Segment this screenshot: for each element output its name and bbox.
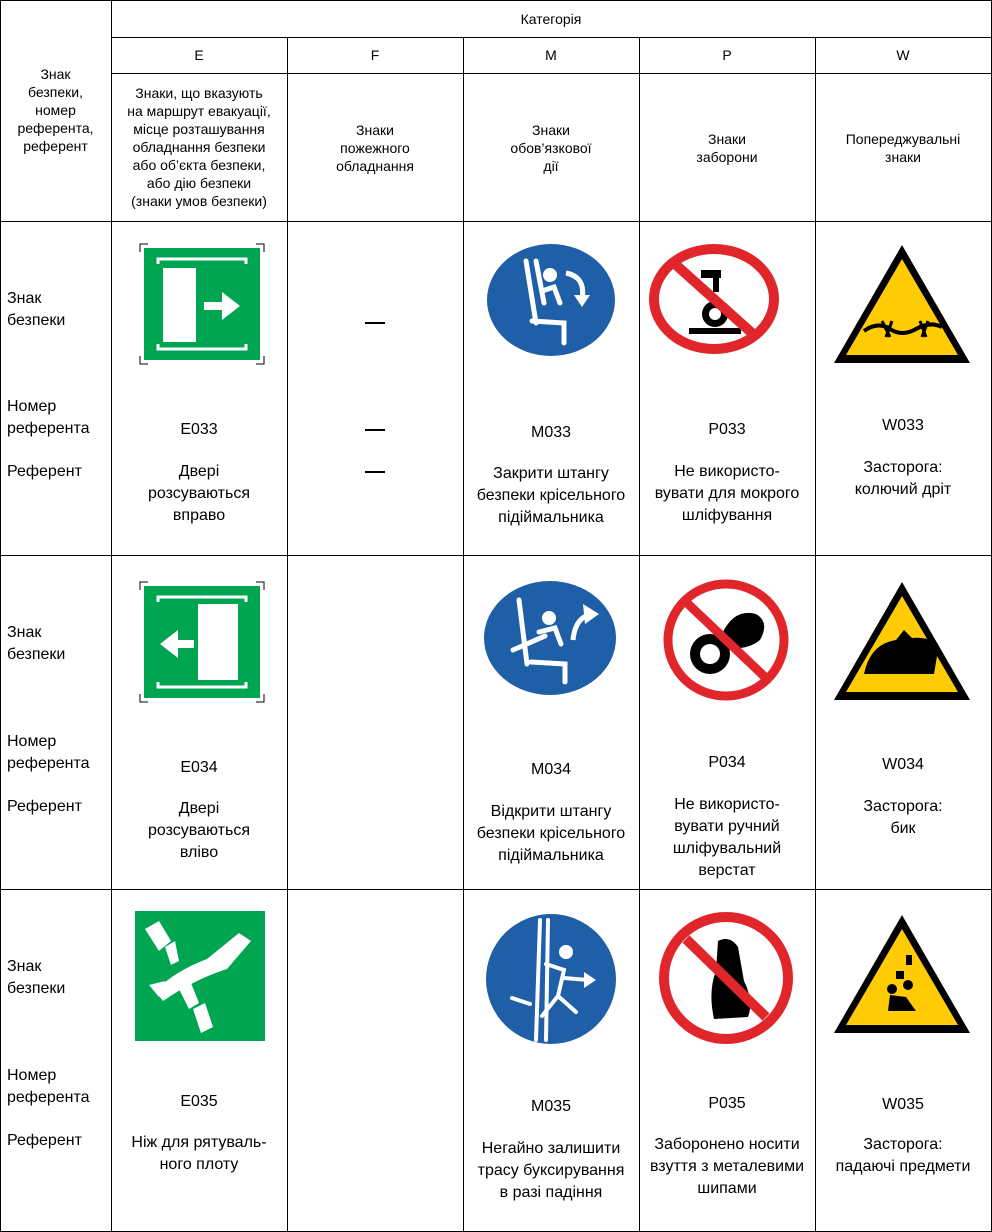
code-w035: W035 (882, 1096, 924, 1113)
code-e035: E035 (180, 1093, 218, 1110)
referent-w035: Засторога: падаючі предмети (835, 1136, 971, 1175)
exit-door-slide-right-icon (138, 242, 266, 366)
chairlift-open-bar-icon (483, 580, 617, 696)
label-sign: Знак безпеки (7, 958, 66, 997)
desc-e: Знаки, що вказують на маршрут евакуації, місце розташування обладнання безпеки або об’єкта безпеки, або дію безпеки (знаки умов безпеки) (127, 85, 271, 209)
f-dash-referent (365, 471, 385, 473)
barbed-wire-warning-icon (830, 241, 974, 367)
bull-warning-icon (830, 578, 974, 704)
referent-e034: Двері розсуваються вліво (148, 800, 250, 861)
no-spiked-shoes-icon (658, 911, 794, 1045)
code-w033: W033 (882, 417, 924, 434)
col-header-p: P (722, 47, 732, 63)
code-w034: W034 (882, 756, 924, 773)
exit-door-slide-left-icon (138, 580, 266, 704)
referent-m034: Відкрити штангу безпеки крісельного підіймальника (476, 803, 626, 864)
f-dash-number (365, 429, 385, 431)
code-m034: M034 (530, 761, 572, 778)
referent-w033: Засторога: колючий дріт (854, 459, 952, 498)
code-e033: E033 (180, 421, 218, 438)
label-number: Номер референта (7, 1067, 90, 1106)
chairlift-close-bar-icon (486, 243, 616, 357)
code-p034: P034 (708, 754, 746, 771)
label-referent: Референт (7, 463, 82, 480)
liferaft-knife-icon (135, 911, 265, 1041)
referent-p034: Не використо- вувати ручний шліфувальний верстат (672, 796, 782, 879)
code-m033: M033 (530, 424, 572, 441)
desc-p: Знаки заборони (696, 131, 758, 165)
referent-p033: Не використо- вувати для мокрого шліфування (654, 463, 800, 524)
referent-e033: Двері розсуваються вправо (148, 463, 250, 524)
no-handheld-grinder-icon (662, 578, 790, 702)
desc-f: Знаки пожежного обладнання (336, 122, 414, 174)
referent-m033: Закрити штангу безпеки крісельного підіймальника (476, 465, 626, 526)
label-number: Номер референта (7, 398, 90, 437)
label-referent: Референт (7, 798, 82, 815)
col-header-f: F (370, 47, 380, 63)
code-m035: M035 (530, 1098, 572, 1115)
col-header-m: M (545, 47, 557, 63)
label-number: Номер референта (7, 733, 90, 772)
referent-p035: Заборонено носити взуття з металевими шипами (649, 1136, 805, 1197)
code-p033: P033 (708, 421, 746, 438)
falling-objects-warning-icon (830, 911, 974, 1037)
no-wet-grinding-icon (649, 244, 779, 354)
code-p035: P035 (708, 1095, 746, 1112)
referent-m035: Негайно залишити трасу буксирування в разі падіння (477, 1140, 625, 1201)
referent-w034: Засторога: бик (863, 798, 943, 837)
col-header-e: E (194, 47, 204, 63)
code-e034: E034 (180, 759, 218, 776)
label-referent: Референт (7, 1132, 82, 1149)
leave-tow-track-icon (484, 912, 618, 1046)
label-sign: Знак безпеки (7, 290, 66, 329)
desc-m: Знаки обов’язкової дії (510, 122, 592, 174)
category-header: Категорія (520, 11, 582, 27)
row-header: Знак безпеки, номер референта, референт (17, 66, 94, 154)
f-dash-sign (365, 322, 385, 324)
col-header-w: W (896, 47, 910, 63)
desc-w: Попереджувальні знаки (845, 131, 961, 165)
label-sign: Знак безпеки (7, 624, 66, 663)
referent-e035: Ніж для рятуваль- ного плоту (131, 1134, 267, 1173)
